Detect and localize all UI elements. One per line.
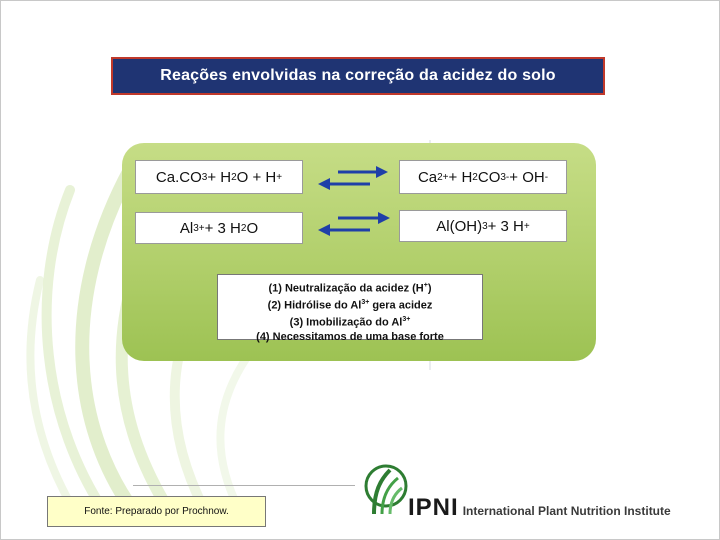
source-caption: Fonte: Preparado por Prochnow. [47, 496, 266, 527]
r1-left-text: Ca.CO [155, 168, 202, 186]
note-4: (4) Necessitamos de uma base forte [256, 331, 444, 344]
r2-left-sub: 2 [240, 222, 247, 234]
r2-left-sup: 3+ [193, 222, 205, 234]
r1-right-sup: - [505, 171, 510, 183]
equilibrium-arrow-1 [318, 166, 388, 190]
r1-right-text: + OH [509, 168, 545, 186]
r2-right-sub: 3 [482, 220, 488, 232]
note-2: (2) Hidrólise do $Al^{3+}$ gera acidez [267, 299, 433, 312]
logo-wordmark [408, 494, 671, 522]
r2-right-sup: + [523, 220, 530, 232]
r1-left-sub: 3 [201, 171, 208, 183]
r1-right-sup: 2+ [437, 171, 449, 183]
note-3: (3) Imobilização do $Al^{3+}$ [289, 316, 411, 329]
wheat-leaf-icon [360, 462, 408, 518]
equilibrium-arrows [310, 160, 400, 250]
r1-left-text: + H [207, 168, 232, 186]
note-1: (1) Neutralização da acidez (H+) [268, 282, 432, 295]
r1-right-sup: - [544, 171, 549, 183]
reaction-1-reactants [135, 160, 303, 194]
r2-left-text: + 3 H [204, 219, 241, 237]
slide-title: Reações envolvidas na correção da acidez do solo [160, 67, 556, 84]
r1-left-sup: + [276, 171, 283, 183]
reaction-2-reactants [135, 212, 303, 244]
r1-right-sub: 2 [472, 171, 478, 183]
logo-name: IPNI [408, 494, 459, 521]
r1-left-text: O + H [236, 168, 277, 186]
logo-divider [133, 485, 355, 486]
r2-left-text: Al [179, 219, 194, 237]
notes-box [217, 274, 483, 344]
title-banner [111, 57, 605, 95]
r1-left-sub: 2 [231, 171, 237, 183]
r1-right-text: Ca [417, 168, 438, 186]
r2-right-text: + 3 H [487, 217, 524, 235]
r1-right-sub: 3 [500, 171, 506, 183]
r1-right-text: + H [448, 168, 473, 186]
logo-tagline: International Plant Nutrition Institute [462, 504, 671, 518]
reaction-2-products [399, 210, 567, 242]
r2-left-text: O [246, 219, 259, 237]
reaction-1-products [399, 160, 567, 194]
equilibrium-arrow-2 [318, 212, 390, 236]
r1-right-text: CO [477, 168, 501, 186]
r2-right-text: Al(OH) [436, 217, 483, 235]
